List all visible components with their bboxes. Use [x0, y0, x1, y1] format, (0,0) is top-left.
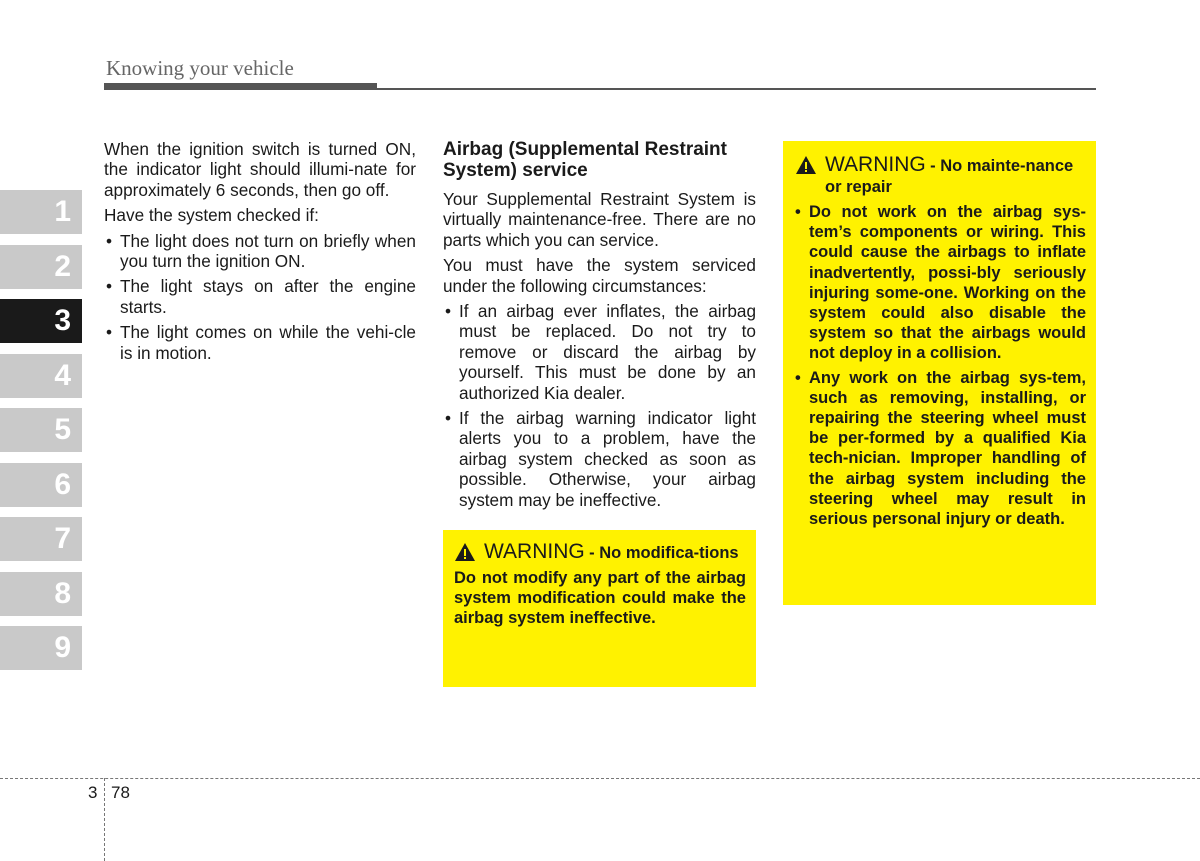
chapter-tab-7[interactable]: 7: [0, 517, 82, 561]
list-item: • If the airbag warning indicator light alerts you to a problem, have the airbag system checked as soon as possible. Otherwise, your airbag system may be ineffective.: [443, 408, 756, 510]
list-item: • Do not work on the airbag sys-tem’s components or wiring. This could cause the airbags to inflate inadvertently, possi-bly seriously injuring some-one. Working on the system could also disable the system so that the airbags would not deploy in a collision.: [795, 202, 1086, 364]
warning-label: WARNING: [825, 153, 926, 176]
chapter-tab-1[interactable]: 1: [0, 190, 82, 234]
chapter-tab-9[interactable]: 9: [0, 626, 82, 670]
list-item: • The light comes on while the vehi-cle is in motion.: [104, 322, 416, 363]
check-list: [104, 231, 416, 363]
warning-body: Do not modify any part of the airbag system modification could make the airbag system ineffective.: [454, 569, 746, 628]
footer-rule: [0, 778, 1200, 779]
list-item: • The light does not turn on briefly when you turn the ignition ON.: [104, 231, 416, 272]
section-heading: Airbag (Supplemental Restraint System) service: [443, 139, 727, 181]
warning-header: [454, 540, 746, 564]
service-list: [443, 301, 756, 510]
chapter-tab-3[interactable]: 3: [0, 299, 82, 343]
chapter-tab-8[interactable]: 8: [0, 572, 82, 616]
warning-label: WARNING: [484, 540, 585, 563]
warning-box-no-modifications: [443, 530, 756, 687]
list-item: • Any work on the airbag sys-tem, such as removing, installing, or repairing the steering wheel must be per-formed by a qualified Kia tech-nician. Improper handling of the airbag system including the steering wheel may result in serious personal injury or death.: [795, 368, 1086, 530]
warning-triangle-icon: [795, 155, 817, 175]
footer-divider: [104, 778, 105, 861]
circumstances-paragraph: You must have the system serviced under the following circumstances:: [443, 255, 756, 296]
list-item: • The light stays on after the engine starts.: [104, 276, 416, 317]
header-rule-accent: [104, 83, 377, 90]
warning-list: [795, 202, 1086, 529]
list-item: • If an airbag ever inflates, the airbag must be replaced. Do not try to remove or discard the airbag by yourself. This must be done by an authorized Kia dealer.: [443, 301, 756, 403]
warning-subtitle: - No modifica-tions: [589, 544, 739, 562]
chapter-tab-2[interactable]: 2: [0, 245, 82, 289]
page-number: 78: [111, 783, 130, 802]
chapter-tab-4[interactable]: 4: [0, 354, 82, 398]
check-intro: Have the system checked if:: [104, 205, 319, 226]
chapter-tab-6[interactable]: 6: [0, 463, 82, 507]
column-indicator-light: [104, 139, 416, 368]
intro-paragraph: When the ignition switch is turned ON, the indicator light should illumi-nate for approximately 6 seconds, then go off.: [104, 139, 416, 200]
service-paragraph: Your Supplemental Restraint System is virtually maintenance-free. There are no parts which you can service.: [443, 189, 756, 250]
warning-header: [795, 153, 1086, 198]
warning-triangle-icon: [454, 542, 476, 562]
warning-subtitle: - No mainte-nance or repair: [825, 157, 1074, 196]
chapter-tab-5[interactable]: 5: [0, 408, 82, 452]
warning-box-no-maintenance: [783, 141, 1096, 605]
chapter-number: 3: [88, 783, 98, 802]
column-airbag-service: [443, 139, 756, 515]
header-title: Knowing your vehicle: [106, 56, 294, 80]
